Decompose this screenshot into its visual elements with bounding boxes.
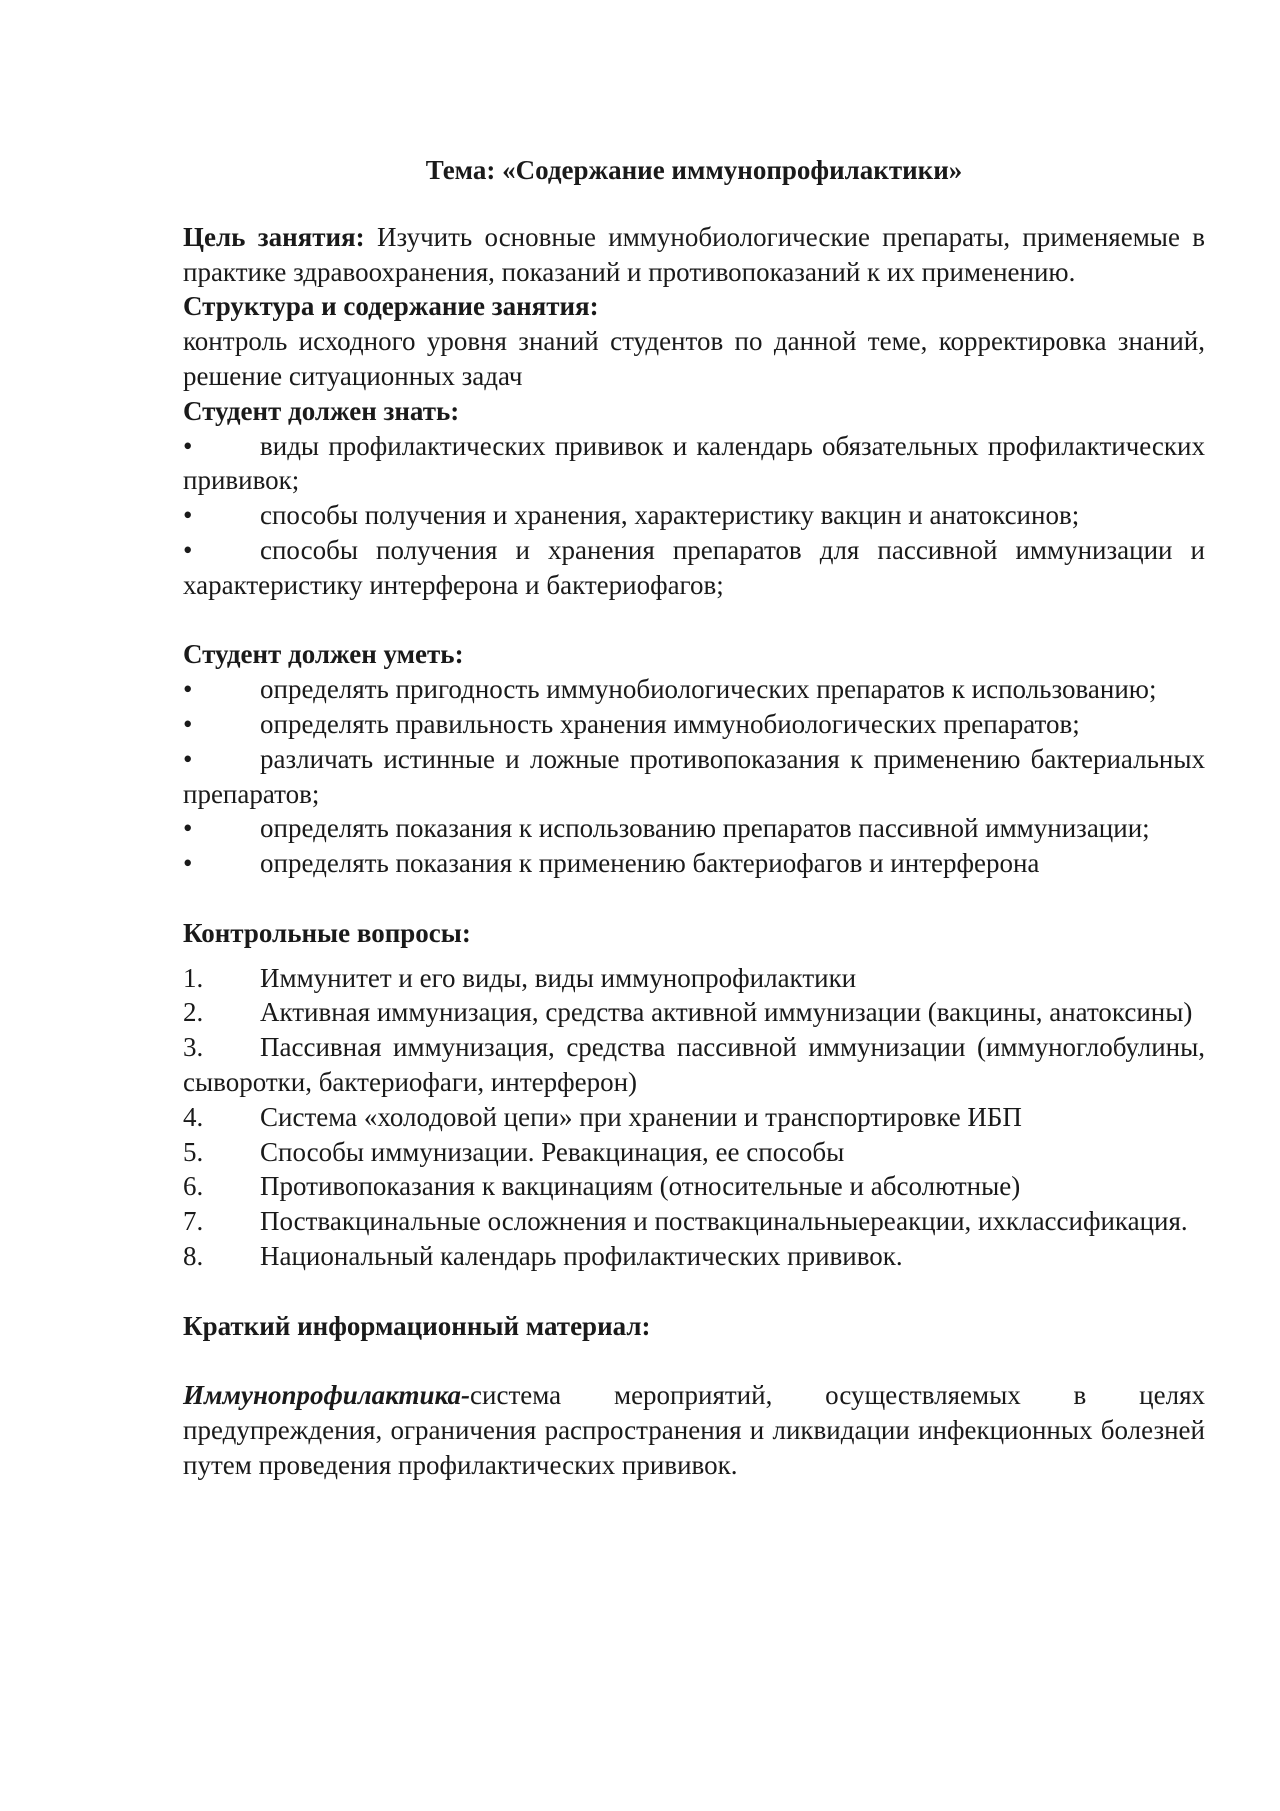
list-item-text: виды профилактических прививок и календарь обязательных профилактических прививок;: [183, 430, 1205, 496]
goal-paragraph: [183, 220, 1205, 290]
goal-text: Изучить основные иммунобиологические препараты, применяемые в практике здравоохранения, показаний и противопоказаний к их применению.: [183, 221, 1205, 287]
list-item: [183, 811, 1205, 846]
list-item: [183, 707, 1205, 742]
question-text: Противопоказания к вакцинациям (относительные и абсолютные): [260, 1171, 1021, 1202]
able-heading: Студент должен уметь:: [183, 639, 464, 670]
list-item-text: определять правильность хранения иммунобиологических препаратов;: [260, 708, 1080, 739]
question-number: 7.: [183, 1206, 204, 1237]
spacer: [183, 881, 1205, 916]
list-item: [183, 533, 1205, 603]
spacer: [183, 951, 1205, 961]
question-text: Активная иммунизация, средства активной иммунизации (вакцины, анатоксины): [260, 997, 1193, 1028]
bullet-marker: •: [183, 708, 193, 739]
list-item: [183, 1030, 1205, 1100]
definition-paragraph: [183, 1378, 1205, 1482]
question-text: Иммунитет и его виды, виды иммунопрофилактики: [260, 962, 857, 993]
question-number: 6.: [183, 1171, 204, 1202]
goal-label: Цель занятия:: [183, 221, 365, 252]
definition-term: Иммунопрофилактика-: [183, 1380, 471, 1411]
list-item: [183, 742, 1205, 812]
list-item: [183, 1169, 1205, 1204]
list-item: [183, 1100, 1205, 1135]
bullet-marker: •: [183, 430, 193, 461]
question-number: 8.: [183, 1240, 204, 1271]
spacer: [183, 603, 1205, 638]
bullet-marker: •: [183, 743, 193, 774]
know-list: [183, 429, 1205, 603]
know-heading: Студент должен знать:: [183, 395, 460, 426]
list-item: [183, 1239, 1205, 1274]
bullet-marker: •: [183, 500, 193, 531]
definition-text: система мероприятий, осуществляемых в целях предупреждения, ограничения распространения и ликвидации инфекционных болезней путем проведения профилактических прививок.: [183, 1380, 1205, 1480]
question-text: Национальный календарь профилактических прививок.: [260, 1240, 903, 1271]
list-item: [183, 961, 1205, 996]
list-item: [183, 1135, 1205, 1170]
list-item-text: определять показания к применению бактериофагов и интерферона: [260, 848, 1040, 879]
document-page: [183, 153, 1205, 1482]
bullet-marker: •: [183, 813, 193, 844]
bullet-marker: •: [183, 848, 193, 879]
spacer: [183, 1274, 1205, 1309]
question-number: 1.: [183, 962, 204, 993]
list-item: [183, 1204, 1205, 1239]
question-text: Система «холодовой цепи» при хранении и транспортировке ИБП: [260, 1101, 1022, 1132]
able-list: [183, 672, 1205, 881]
list-item-text: способы получения и хранения препаратов для пассивной иммунизации и характеристику интерферона и бактериофагов;: [183, 534, 1205, 600]
questions-list: [183, 961, 1205, 1274]
spacer: [183, 1343, 1205, 1378]
list-item: [183, 429, 1205, 499]
list-item: [183, 995, 1205, 1030]
list-item: [183, 672, 1205, 707]
question-text: Пассивная иммунизация, средства пассивной иммунизации (иммуноглобулины, сыворотки, бактериофаги, интерферон): [183, 1032, 1205, 1097]
structure-heading: Структура и содержание занятия:: [183, 291, 599, 322]
list-item: [183, 846, 1205, 881]
list-item-text: различать истинные и ложные противопоказания к применению бактериальных препаратов;: [183, 743, 1205, 809]
question-number: 5.: [183, 1136, 204, 1167]
info-heading: Краткий информационный материал:: [183, 1310, 651, 1341]
list-item: [183, 498, 1205, 533]
structure-text: контроль исходного уровня знаний студентов по данной теме, корректировка знаний, решение ситуационных задач: [183, 326, 1205, 391]
questions-heading: Контрольные вопросы:: [183, 917, 471, 948]
bullet-marker: •: [183, 674, 193, 705]
question-number: 2.: [183, 997, 204, 1028]
question-text: Поствакцинальные осложнения и поствакцинальныереакции, ихклассификация.: [260, 1206, 1188, 1237]
question-number: 4.: [183, 1101, 204, 1132]
question-number: 3.: [183, 1032, 204, 1063]
question-text: Способы иммунизации. Ревакцинация, ее способы: [260, 1136, 845, 1167]
list-item-text: определять показания к использованию препаратов пассивной иммунизации;: [260, 813, 1150, 844]
page-title: Тема: «Содержание иммунопрофилактики»: [425, 155, 963, 185]
list-item-text: способы получения и хранения, характеристику вакцин и анатоксинов;: [260, 500, 1080, 531]
list-item-text: определять пригодность иммунобиологических препаратов к использованию;: [260, 674, 1157, 705]
bullet-marker: •: [183, 534, 193, 565]
